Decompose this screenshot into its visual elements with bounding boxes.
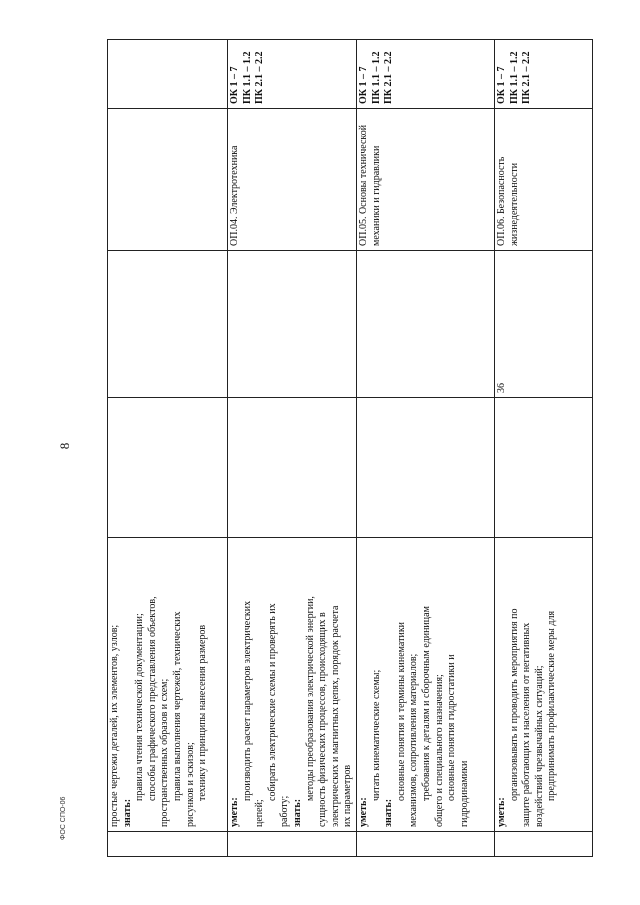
section-label: уметь: bbox=[229, 797, 240, 827]
description-line: их параметров bbox=[342, 764, 354, 827]
skills-knowledge-cell bbox=[228, 538, 357, 832]
description-line: основные понятия гидростатики и bbox=[446, 654, 458, 801]
description-line: сущность физических процессов, происходящих в bbox=[317, 612, 329, 827]
section-label: уметь: bbox=[357, 797, 369, 827]
hours-cell: 36 bbox=[494, 251, 592, 398]
discipline-cell: ОП.06. Безопасность жизнедеятельности bbox=[494, 109, 592, 251]
page-number: 8 bbox=[57, 442, 72, 450]
discipline-cell bbox=[108, 109, 228, 251]
competency-code: ОК 1 – 7 bbox=[229, 66, 240, 104]
description-line: собирать электрические схемы и проверять их bbox=[266, 603, 278, 801]
description-line: организовывать и проводить мероприятия по bbox=[508, 608, 520, 801]
section-label: знать: bbox=[121, 798, 133, 827]
competencies-cell bbox=[494, 40, 592, 109]
description-line: технику и принципы нанесения размеров bbox=[197, 624, 209, 801]
description-line: способы графического представления объектов, bbox=[146, 596, 158, 801]
reserve-cell bbox=[356, 398, 494, 538]
description-line: электрических и магнитных цепях, порядок расчета bbox=[329, 605, 341, 827]
description-line: правила выполнения чертежей, технических bbox=[171, 611, 183, 801]
description-line: методы преобразования электрической энергии, bbox=[304, 596, 316, 801]
table-row bbox=[494, 40, 592, 857]
description-line: пространственных образов и схем; bbox=[159, 678, 171, 827]
discipline-cell: ОП.04. Электротехника bbox=[228, 109, 357, 251]
section-label: уметь: bbox=[495, 797, 507, 827]
row-number-cell bbox=[228, 832, 357, 857]
competencies-cell bbox=[228, 40, 357, 109]
row-number-cell bbox=[356, 832, 494, 857]
competency-code: ПК 1.1 – 1.2 bbox=[241, 51, 253, 104]
competencies-cell bbox=[108, 40, 228, 109]
description-line: общего и специального назначения; bbox=[433, 674, 445, 827]
description-line: рисунков и эскизов; bbox=[184, 742, 196, 827]
description-line: защите работающих и населения от негативных bbox=[521, 622, 533, 827]
description-line: требования к деталям и сборочным единицам bbox=[420, 606, 432, 801]
row-number-cell bbox=[494, 832, 592, 857]
description-line: читать кинематические схемы; bbox=[370, 669, 382, 801]
section-label: знать: bbox=[383, 798, 395, 827]
description-line: производить расчет параметров электрических bbox=[241, 600, 253, 801]
competency-code: ПК 1.1 – 1.2 bbox=[508, 51, 520, 104]
competency-code: ПК 2.1 – 2.2 bbox=[254, 51, 266, 104]
description-line: работу; bbox=[279, 795, 291, 827]
hours-cell bbox=[228, 251, 357, 398]
description-line: механизмов, сопротивления материалов; bbox=[408, 653, 420, 827]
reserve-cell bbox=[228, 398, 357, 538]
competency-code: ОК 1 – 7 bbox=[357, 66, 369, 104]
description-line: гидродинамики bbox=[458, 760, 470, 827]
skills-knowledge-cell bbox=[356, 538, 494, 832]
description-line: простые чертежи деталей, их элементов, узлов; bbox=[109, 624, 120, 827]
competency-code: ОК 1 – 7 bbox=[495, 66, 507, 104]
hours-cell bbox=[356, 251, 494, 398]
competency-code: ПК 1.1 – 1.2 bbox=[370, 51, 382, 104]
competencies-cell bbox=[356, 40, 494, 109]
table-row bbox=[228, 40, 357, 857]
section-label: знать: bbox=[291, 798, 303, 827]
competency-code: ПК 2.1 – 2.2 bbox=[383, 51, 395, 104]
footer-code: ФОС СПО-06 bbox=[60, 796, 67, 840]
reserve-cell bbox=[494, 398, 592, 538]
curriculum-table-wrapper bbox=[107, 40, 581, 857]
description-line: цепей; bbox=[254, 799, 266, 827]
discipline-cell: ОП.05. Основы технической механики и гидравлики bbox=[356, 109, 494, 251]
description-line: основные понятия и термины кинематики bbox=[395, 621, 407, 801]
skills-knowledge-cell bbox=[494, 538, 592, 832]
skills-knowledge-cell bbox=[108, 538, 228, 832]
description-line: предпринимать профилактические меры для bbox=[546, 610, 558, 801]
competency-code: ПК 2.1 – 2.2 bbox=[521, 51, 533, 104]
description-line: правила чтения технической документации; bbox=[134, 613, 146, 801]
table-row bbox=[108, 40, 228, 857]
reserve-cell bbox=[108, 398, 228, 538]
table-row bbox=[356, 40, 494, 857]
hours-cell bbox=[108, 251, 228, 398]
curriculum-table bbox=[107, 39, 593, 857]
row-number-cell bbox=[108, 832, 228, 857]
description-line: воздействий чрезвычайных ситуаций; bbox=[533, 665, 545, 827]
